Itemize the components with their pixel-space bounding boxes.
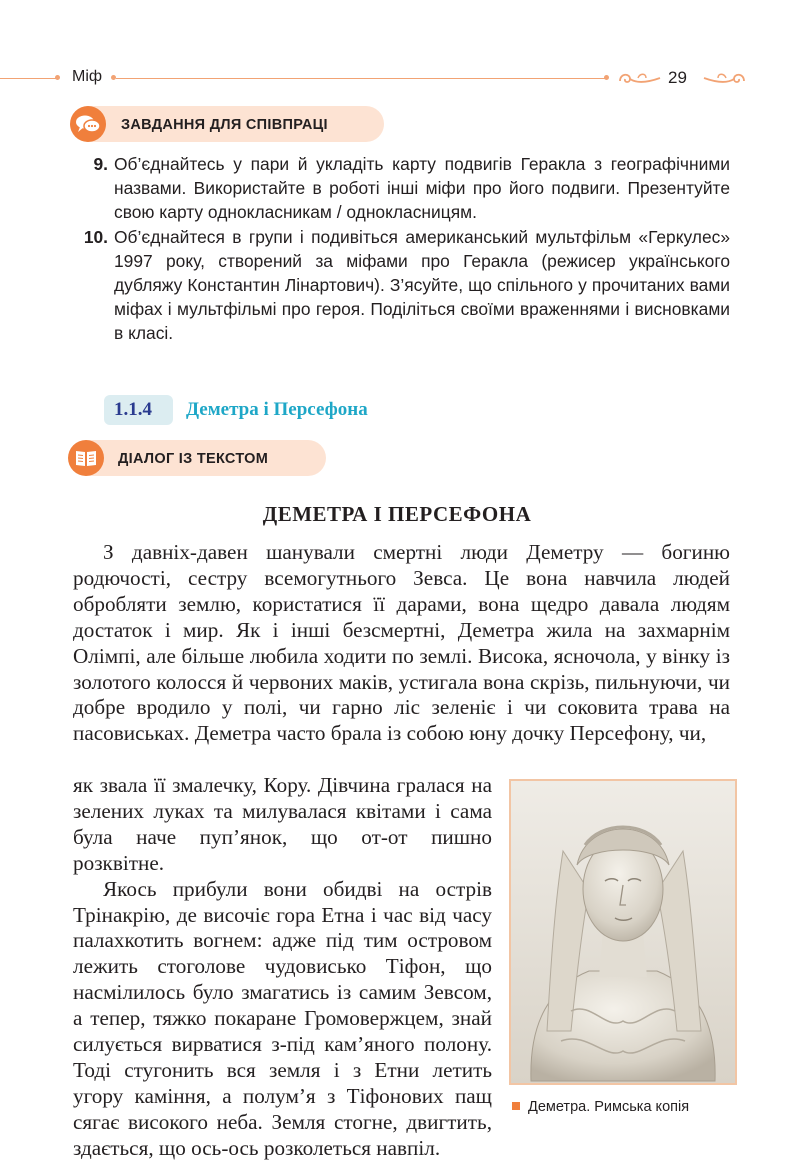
task-item <box>72 225 730 346</box>
header-section-title: Міф <box>72 68 103 85</box>
swirl-ornament-icon <box>702 69 748 89</box>
caption-square-icon <box>512 1102 520 1110</box>
chat-bubbles-icon <box>70 106 106 142</box>
swirl-ornament-icon <box>616 69 662 89</box>
task-item <box>72 152 730 225</box>
page-number: 29 <box>668 68 687 87</box>
story-column <box>73 773 492 1162</box>
cooperation-heading: ЗАВДАННЯ ДЛЯ СПІВПРАЦІ <box>121 117 328 133</box>
header-rule-left <box>0 78 56 79</box>
subsection-title: Деметра і Персефона <box>186 399 368 420</box>
task-number: 9. <box>93 154 108 174</box>
story-paragraph: Якось прибули вони обидві на острів Трінакрію, де височіє гора Етна і час від часу палахкотить вогнем: адже під тим островом лежить стоголове чудовисько Тіфон, що насмілилось було змагатись із самим Зевсом, а тепер, тяжко покаране Громовержцем, знай силується вирватися з-під кам’яного полону. Тоді стугонить вся земля і з Етни летить угору каміння, а полум’я з Тіфонових пащ сягає високого неба. Земля стогне, двигтить, здається, що ось-ось розколеться навпіл. <box>73 876 492 1160</box>
task-text: Об’єднайтеся в групи і подивіться американський мультфільм «Геркулес» 1997 року, створений за міфами про Геракла (режисер українського дубляжу Константин Лінартович). З’ясуйте, що спільного у прочитаних вами міфах і мультфільмі про героя. Поділіться своїми враженнями і висновками в класі. <box>114 226 730 344</box>
demeter-statue-photo <box>509 779 737 1085</box>
task-list <box>72 152 730 346</box>
header-dot <box>55 75 60 80</box>
figure-caption <box>512 1099 689 1115</box>
header-rule-right <box>116 78 606 79</box>
task-text: Об’єднайтесь у пари й укладіть карту подвигів Геракла з географічними назвами. Використайте в роботі інші міфи про його подвиги. Презентуйте свою карту однокласникам / однокласницям. <box>114 154 730 223</box>
story-paragraph: З давніх-давен шанували смертні люди Деметру — богиню родючості, сестру всемогутнього Зевса. Це вона навчила людей обробляти землю, користатися її дарами, вона щедро давала людям достаток і мир. Як і інші безсмертні, Деметра жила на захмарнім Олімпі, але більше любила ходити по землі. Висока, ясночола, у вінку із золотого колосся й червоних маків, устигала вона скрізь, пильнуючи, чи добре вродило у полі, чи гарно ліс зеленіє і чи соковита трава на пасовиськах. Деметра часто брала із собою юну дочку Персефону, чи, <box>73 540 730 746</box>
caption-text: Деметра. Римська копія <box>528 1099 690 1115</box>
running-header <box>0 66 794 92</box>
dialog-heading: ДІАЛОГ ІЗ ТЕКСТОМ <box>118 451 269 467</box>
story-title: ДЕМЕТРА І ПЕРСЕФОНА <box>262 502 532 526</box>
subsection-number: 1.1.4 <box>114 399 152 420</box>
task-number: 10. <box>83 226 108 247</box>
open-book-icon <box>68 440 104 476</box>
header-dot <box>604 75 609 80</box>
story-paragraph-continued: як звала її змалечку, Кору. Дівчина гралася на зелених луках та милувалася квітами і сама була наче пуп’янок, що от-от пишно розквітне. <box>73 773 492 875</box>
